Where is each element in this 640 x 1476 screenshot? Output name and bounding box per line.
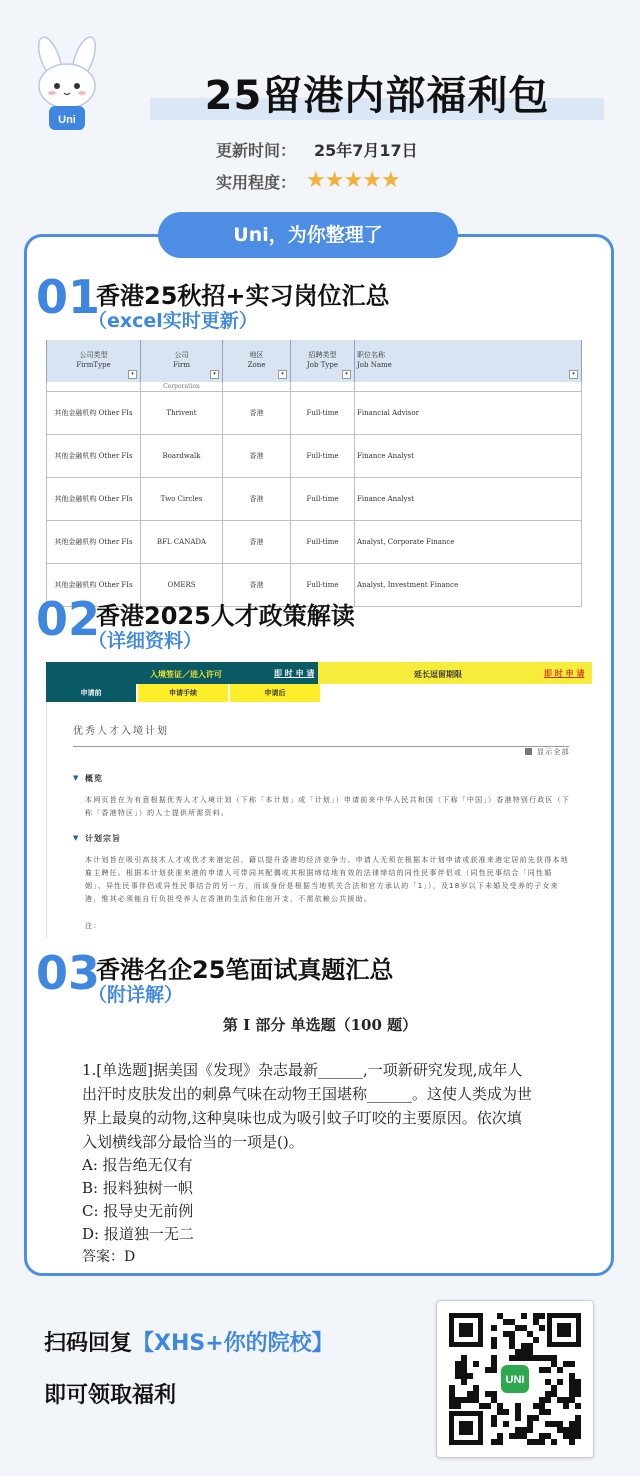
table-cell: Financial Advisor (355, 392, 582, 435)
table-cell: Finance Analyst (355, 435, 582, 478)
sheet-header-cell: 公司 Firm ▾ (141, 340, 223, 382)
policy-screenshot (46, 662, 592, 938)
triangle-down-icon: ▼ (73, 774, 79, 782)
mascot-badge-text: Uni (58, 114, 76, 126)
bunny-mascot-icon (22, 36, 112, 132)
table-cell: 其他金融机构 Other FIs (47, 478, 141, 521)
table-cell: Corporation (141, 382, 223, 392)
star-icon: ★ (324, 168, 344, 193)
purpose-title: 计划宗旨 (85, 834, 121, 843)
footer-benefit: 即可领取福利 (44, 1383, 177, 1408)
rating-label: 实用程度： (216, 173, 297, 192)
overview-title: 概览 (85, 774, 103, 783)
qr-logo-text: UNI (505, 1374, 525, 1386)
filter-dropdown-icon[interactable]: ▾ (128, 370, 137, 379)
update-label: 更新时间： (216, 141, 297, 160)
star-icon: ★ (343, 168, 363, 193)
star-icon: ★ (380, 168, 400, 193)
table-cell: 香港 (223, 564, 291, 607)
rating-stars (306, 168, 400, 193)
purpose-text: 本计划旨在吸引高技术人才或优才来港定居，藉以提升香港的经济竞争力。申请人无须在根据本计划申请或获准来港定居前先获得本地雇主聘任。根据本计划获准来港的申请人可带同其配偶或其根据缔结地有效的法律缔结的同性民事伴侣或（同性民事结合「同性婚姻」、异性民事伴侣或异性民事结合的另一方，而该身份是根据当地机关合法和官方承认的「1」），及18岁以下未婚及受养的子女来港，惟其必须能自行负担受养人在香港的生活和住宿开支，不需依赖公共援助。 (85, 856, 569, 903)
table-cell: 香港 (223, 435, 291, 478)
section-number: 03 (36, 946, 101, 1000)
policy-tabs (46, 684, 592, 702)
star-icon: ★ (306, 168, 325, 193)
table-cell: 香港 (223, 392, 291, 435)
triangle-down-icon: ▼ (73, 834, 79, 842)
section-subtitle: （excel实时更新） (88, 310, 258, 332)
exam-option: D: 报道独一无二 (82, 1225, 194, 1243)
table-cell: OMERS (141, 564, 223, 607)
table-cell: Thrivent (141, 392, 223, 435)
note-label: 注： (85, 922, 102, 930)
table-cell: Boardwalk (141, 435, 223, 478)
policy-entry-title: 入境签证／进入许可 (150, 670, 222, 679)
intro-pill: Uni，为你整理了 (158, 212, 458, 258)
table-row (47, 521, 582, 564)
sheet-header-cell: 职位名称 Job Name ▾ (355, 340, 582, 382)
tab-before[interactable]: 申请前 (46, 684, 136, 702)
update-value: 25年7月17日 (314, 141, 418, 160)
policy-body (46, 702, 593, 938)
table-cell: BFL CANADA (141, 521, 223, 564)
exam-option: A: 报告绝无仅有 (82, 1156, 193, 1174)
table-cell: Full-time (291, 521, 355, 564)
table-cell: 香港 (223, 521, 291, 564)
filter-dropdown-icon[interactable]: ▾ (342, 370, 351, 379)
footer-prefix: 扫码回复 (44, 1331, 133, 1356)
filter-dropdown-icon[interactable]: ▾ (569, 370, 578, 379)
section-subtitle: （附详解） (88, 984, 184, 1006)
qr-code[interactable] (436, 1300, 594, 1458)
table-cell: Finance Analyst (355, 478, 582, 521)
exam-option: B: 报料独树一帜 (82, 1179, 193, 1197)
section-number: 01 (36, 270, 101, 324)
table-row (47, 382, 582, 392)
tab-after[interactable]: 申请后 (230, 684, 320, 702)
table-cell: Full-time (291, 564, 355, 607)
table-cell: 其他金融机构 Other FIs (47, 521, 141, 564)
footer-instruction (44, 1326, 334, 1357)
table-cell: Full-time (291, 478, 355, 521)
footer-keyword: 【XHS+你的院校】 (132, 1331, 334, 1356)
apply-now-link[interactable]: 即 时 申 请 (544, 669, 585, 678)
section-title: 香港2025人才政策解读 (96, 602, 355, 630)
overview-text: 本网页旨在为有意根据优秀人才入境计划（下称「本计划」或「计划」）申请前来中华人民共和国（下称「中国」）香港特别行政区（下称「香港特区」）的人士提供所需资料。 (85, 796, 570, 817)
filter-dropdown-icon[interactable]: ▾ (210, 370, 219, 379)
table-cell: Two Circles (141, 478, 223, 521)
policy-extend-title: 延长逗留期限 (414, 670, 462, 679)
table-row (47, 392, 582, 435)
section-title: 香港25秋招+实习岗位汇总 (96, 282, 390, 310)
exam-answer: 答案：D (82, 1249, 136, 1265)
exam-heading: 第 I 部分 单选题（100 题） (222, 1016, 418, 1034)
star-icon: ★ (362, 168, 381, 193)
section-number: 02 (36, 592, 101, 646)
checkbox-icon[interactable] (525, 748, 532, 755)
section-title: 香港名企25笔面试真题汇总 (96, 956, 394, 984)
exam-option: C: 报导史无前例 (82, 1202, 194, 1220)
table-cell: Full-time (291, 435, 355, 478)
table-cell: Analyst, Investment Finance (355, 564, 582, 607)
policy-heading: 优秀人才入境计划 (73, 726, 169, 737)
job-spreadsheet (46, 340, 582, 589)
sheet-header-row (47, 340, 582, 382)
sheet-header-cell: 招聘类型 Job Type ▾ (291, 340, 355, 382)
show-all-toggle[interactable]: 显示全部 (537, 748, 570, 756)
table-cell: Analyst, Corporate Finance (355, 521, 582, 564)
table-cell: 其他金融机构 Other FIs (47, 435, 141, 478)
table-row (47, 478, 582, 521)
policy-top-bar (46, 662, 592, 684)
sheet-header-cell: 公司类型 FirmType ▾ (47, 340, 141, 382)
table-cell: 香港 (223, 478, 291, 521)
filter-dropdown-icon[interactable]: ▾ (278, 370, 287, 379)
apply-now-link[interactable]: 即 时 申 请 (274, 669, 315, 678)
page-title: 25留港内部福利包 (204, 73, 550, 119)
divider (73, 746, 569, 747)
table-cell: Full-time (291, 392, 355, 435)
sheet-header-cell: 地区 Zone ▾ (223, 340, 291, 382)
table-cell: 其他金融机构 Other FIs (47, 564, 141, 607)
tab-procedure[interactable]: 申请手续 (138, 684, 228, 702)
table-row (47, 435, 582, 478)
exam-question: 1.[单选题]据美国《发现》杂志最新______,一项新研究发现,成年人出汗时皮肤发出的刺鼻气味在动物王国堪称______。这使人类成为世界上最臭的动物,这种臭味也成为吸引蚊子叮咬的主要原因。依次填入划横线部分最恰当的一项是()。 (82, 1061, 533, 1151)
table-cell: 其他金融机构 Other FIs (47, 392, 141, 435)
section-subtitle: （详细资料） (88, 630, 203, 652)
